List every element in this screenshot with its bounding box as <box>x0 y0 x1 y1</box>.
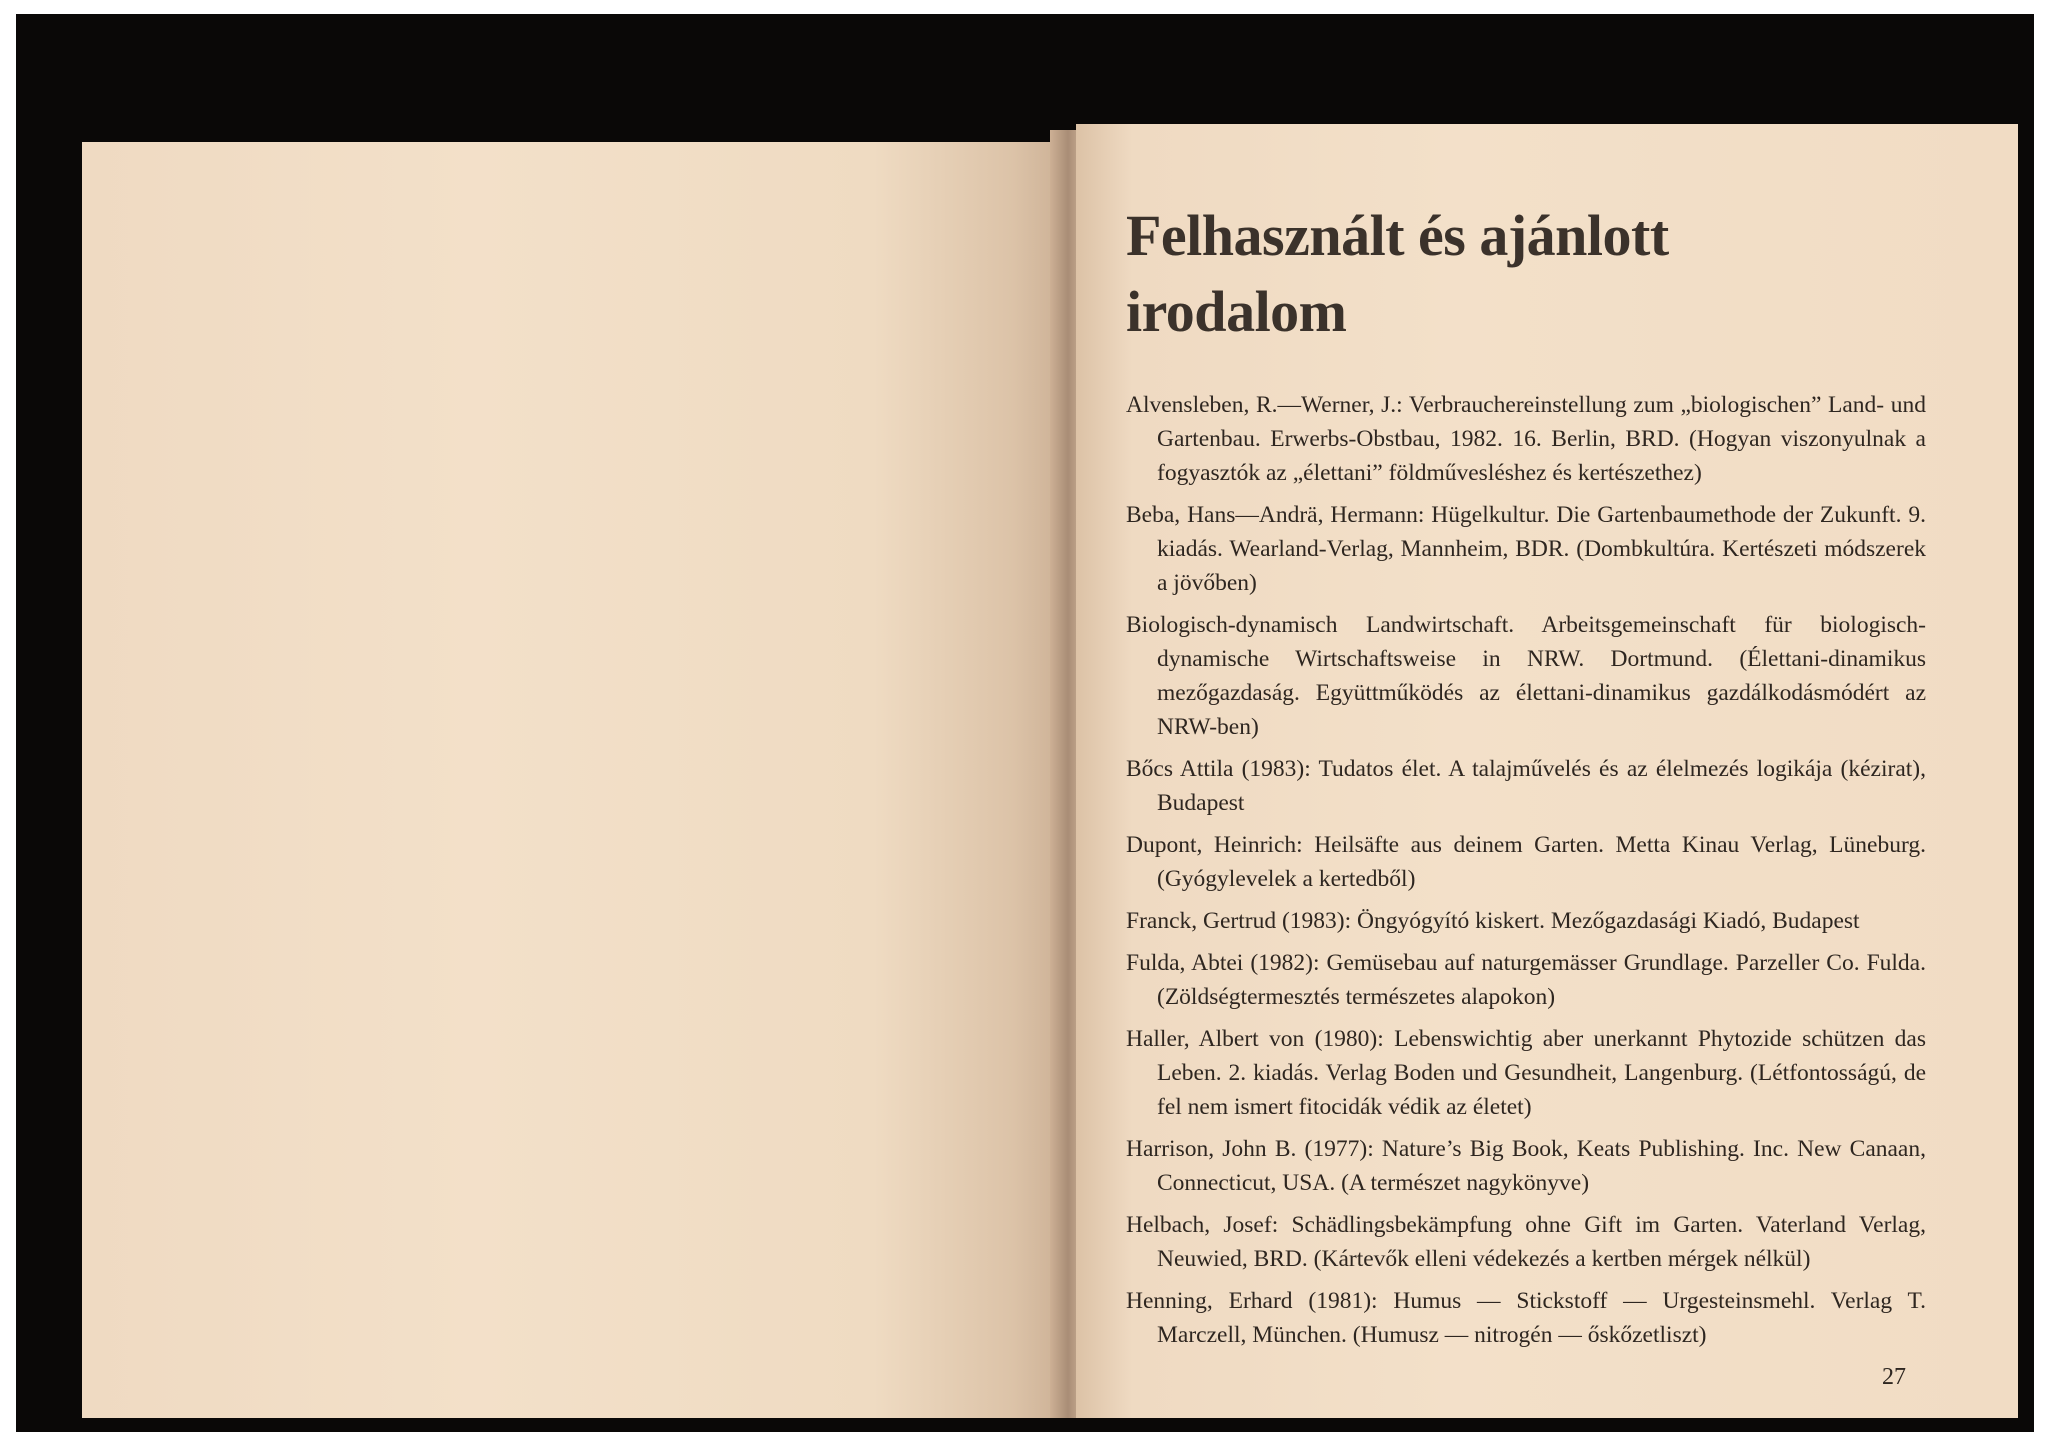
left-page-blank <box>82 142 1072 1418</box>
bibliography-entry: Beba, Hans—Andrä, Hermann: Hügelkultur. Die Gartenbaumethode der Zukunft. 9. kiadás. Wearland-Verlag, Mannheim, BDR. (Dombkultúra. Kertészeti módszerek a jövőben) <box>1126 502 1926 596</box>
title-line-2: irodalom <box>1126 279 1347 344</box>
bibliography-list <box>1126 388 1926 1352</box>
bibliography-entry: Franck, Gertrud (1983): Öngyógyító kiskert. Mezőgazdasági Kiadó, Budapest <box>1126 908 1860 934</box>
bibliography-entry: Alvensleben, R.—Werner, J.: Verbrauchereinstellung zum „biologischen” Land- und Gartenbau. Erwerbs-Obstbau, 1982. 16. Berlin, BRD. (Hogyan viszonyulnak a fogyasztók az „élettani” földművesléshez és kertészethez) <box>1126 392 1926 486</box>
bibliography-entry: Dupont, Heinrich: Heilsäfte aus deinem Garten. Metta Kinau Verlag, Lüneburg. (Gyógylevelek a kertedből) <box>1126 832 1926 892</box>
page-number: 27 <box>1882 1364 1906 1390</box>
bibliography-entry: Harrison, John B. (1977): Nature’s Big Book, Keats Publishing. Inc. New Canaan, Connecticut, USA. (A természet nagykönyve) <box>1126 1136 1926 1196</box>
bibliography-entry: Helbach, Josef: Schädlingsbekämpfung ohne Gift im Garten. Vaterland Verlag, Neuwied, BRD. (Kártevők elleni védekezés a kertben mérgek nélkül) <box>1126 1212 1926 1272</box>
bibliography-entry: Henning, Erhard (1981): Humus — Stickstoff — Urgesteinsmehl. Verlag T. Marczell, München. (Humusz — nitrogén — őskőzetliszt) <box>1126 1288 1926 1348</box>
bibliography-section <box>1126 198 1926 1360</box>
bibliography-entry: Bőcs Attila (1983): Tudatos élet. A talajművelés és az élelmezés logikája (kézirat), Budapest <box>1126 756 1926 816</box>
bibliography-entry: Fulda, Abtei (1982): Gemüsebau auf naturgemässer Grundlage. Parzeller Co. Fulda. (Zöldségtermesztés természetes alapokon) <box>1126 950 1926 1010</box>
bibliography-entry: Biologisch-dynamisch Landwirtschaft. Arbeitsgemeinschaft für biologisch-dynamische Wirtschaftsweise in NRW. Dortmund. (Élettani-dinamikus mezőgazdaság. Együttműködés az élettani-dinamikus gazdálkodásmódért az NRW-ben) <box>1126 612 1926 740</box>
bibliography-entry: Haller, Albert von (1980): Lebenswichtig aber unerkannt Phytozide schützen das Leben. 2. kiadás. Verlag Boden und Gesundheit, Langenburg. (Létfontosságú, de fel nem ismert fitocidák védik az életet) <box>1126 1026 1926 1120</box>
title-line-1: Felhasznált és ajánlott <box>1126 203 1669 268</box>
page-title <box>1126 198 1926 350</box>
